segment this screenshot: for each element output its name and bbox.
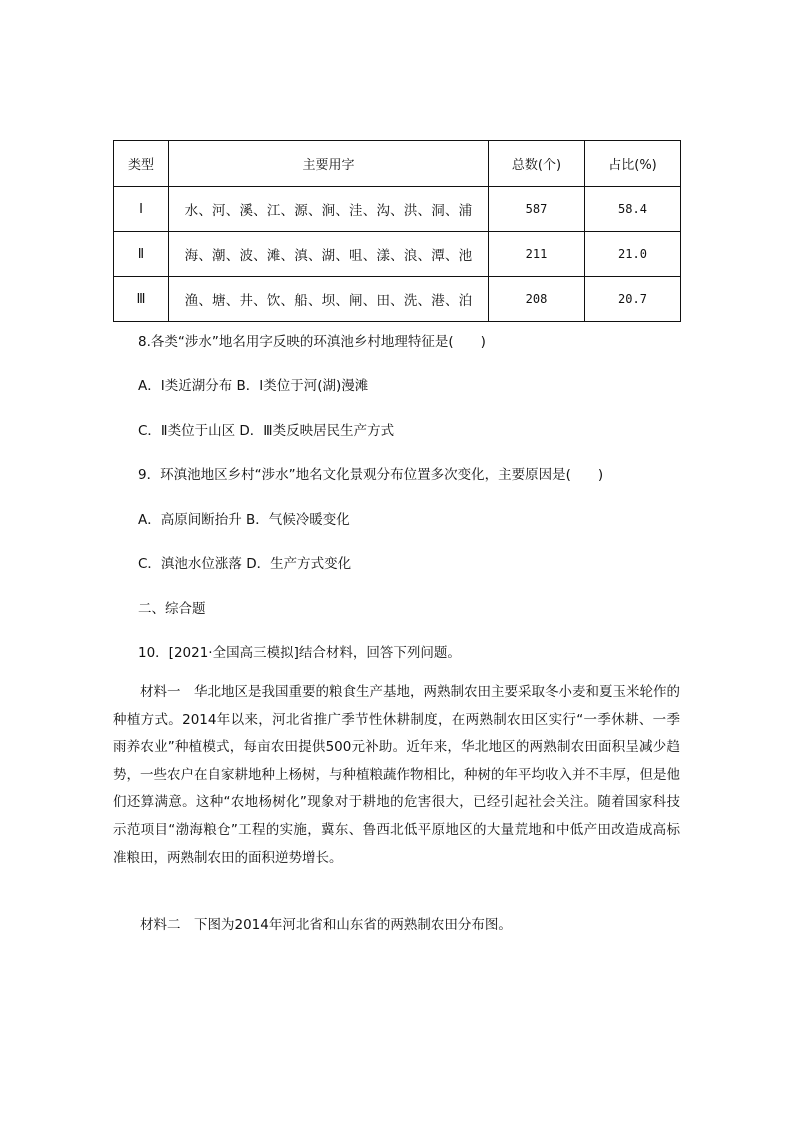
header-type: 类型 — [114, 141, 169, 187]
section-title: 二、综合题 — [138, 601, 206, 617]
question-8-stem: 8.各类“涉水”地名用字反映的环滇池乡村地理特征是( ) — [138, 334, 486, 350]
cell-type: Ⅰ — [114, 187, 169, 232]
cell-ratio: 20.7 — [585, 277, 681, 322]
question-8-options-ab: A．Ⅰ类近湖分布 B．Ⅰ类位于河(湖)漫滩 — [138, 378, 369, 394]
material-one-paragraph — [113, 679, 680, 872]
table-row — [114, 187, 681, 232]
question-8-options-cd: C．Ⅱ类位于山区 D．Ⅲ类反映居民生产方式 — [138, 423, 395, 439]
cell-chars: 渔、塘、井、饮、船、坝、闸、田、洗、港、泊 — [169, 277, 489, 322]
cell-type: Ⅱ — [114, 232, 169, 277]
header-ratio: 占比(%) — [585, 141, 681, 187]
material-one-text: 材料一 华北地区是我国重要的粮食生产基地，两熟制农田主要采取冬小麦和夏玉米轮作的种植方式。2014年以来，河北省推广季节性休耕制度，在两熟制农田区实行“一季休耕、一季雨养农业”种植模式，每亩农田提供500元补助。近年来，华北地区的两熟制农田面积呈减少趋势，一些农户在自家耕地种上杨树，与种植粮蔬作物相比，种树的年平均收入并不丰厚，但是他们还算满意。这种“农地杨树化”现象对于耕地的危害很大，已经引起社会关注。随着国家科技示范项目“渤海粮仓”工程的实施，冀东、鲁西北低平原地区的大量荒地和中低产田改造成高标准粮田，两熟制农田的面积逆势增长。 — [113, 684, 680, 866]
header-main-chars: 主要用字 — [169, 141, 489, 187]
cell-total: 208 — [489, 277, 585, 322]
material-two-paragraph — [113, 912, 680, 940]
cell-ratio: 21.0 — [585, 232, 681, 277]
table-row — [114, 277, 681, 322]
cell-chars: 海、潮、波、滩、滇、湖、咀、漾、浪、潭、池 — [169, 232, 489, 277]
table-header-row — [114, 141, 681, 187]
cell-total: 587 — [489, 187, 585, 232]
cell-type: Ⅲ — [114, 277, 169, 322]
header-total: 总数(个) — [489, 141, 585, 187]
cell-chars: 水、河、溪、江、源、涧、洼、沟、洪、洞、浦 — [169, 187, 489, 232]
question-9-options-cd: C．滇池水位涨落 D．生产方式变化 — [138, 556, 352, 572]
water-place-name-table — [113, 140, 681, 322]
cell-ratio: 58.4 — [585, 187, 681, 232]
question-10-stem: 10．[2021·全国高三模拟]结合材料，回答下列问题。 — [138, 645, 461, 661]
question-9-options-ab: A．高原间断抬升 B．气候冷暖变化 — [138, 512, 350, 528]
table-row — [114, 232, 681, 277]
cell-total: 211 — [489, 232, 585, 277]
material-two-text: 材料二 下图为2014年河北省和山东省的两熟制农田分布图。 — [140, 917, 512, 933]
question-9-stem: 9．环滇池地区乡村“涉水”地名文化景观分布位置多次变化，主要原因是( ) — [138, 467, 604, 483]
